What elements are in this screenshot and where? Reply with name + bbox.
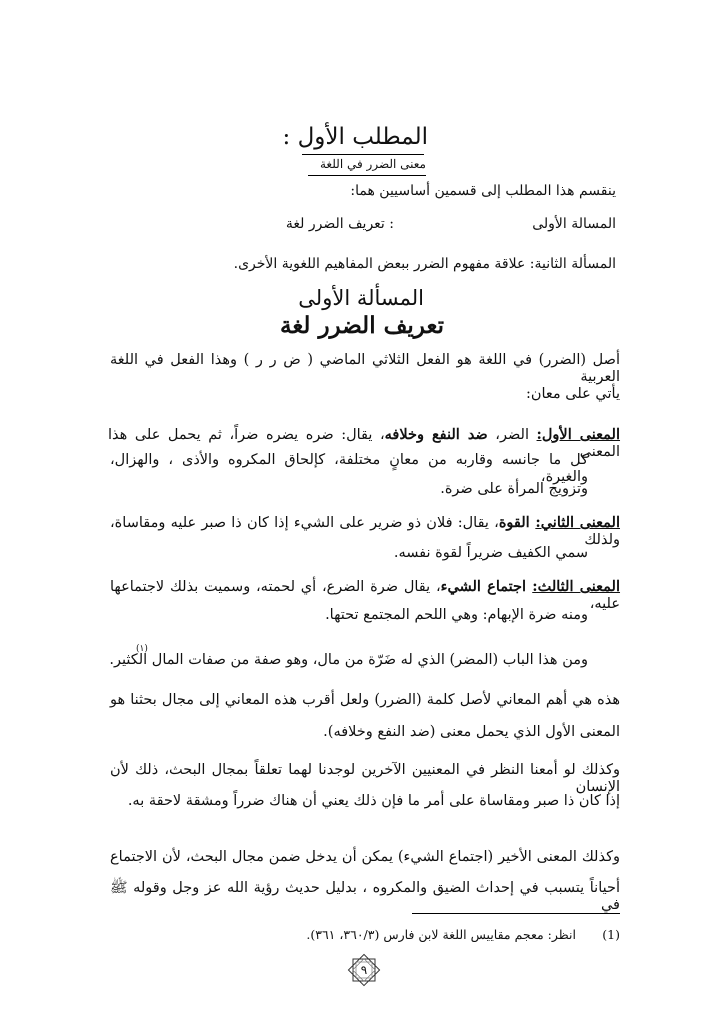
issue-subtitle: تعريف الضرر لغة [280,312,444,339]
footnote-ref: (١) [136,644,148,654]
meaning3-key: اجتماع الشيء [440,578,533,595]
section-subtitle: معنى الضرر في اللغة [319,157,426,171]
closest-line-2: المعنى الأول الذي يحمل معنى (ضد النفع وخلافه). [323,724,620,740]
issue1-label: المسالة الأولى [532,216,616,232]
meaning3-line-2: ومنه ضرة الإبهام: وهي اللحم المجتمع تحتها. [325,607,588,623]
last-line-1: وكذلك المعنى الأخير (اجتماع الشيء) يمكن أن يدخل ضمن مجال البحث، لأن الاجتماع [110,849,620,865]
meaning2-line-2: سمي الكفيف ضريراً لقوة نفسه. [393,545,588,561]
division-line: ينقسم هذا المطلب إلى قسمين أساسيين هما: [350,183,616,199]
issue1-value: : تعريف الضرر لغة [285,216,394,232]
page-number: ٩ [360,963,368,977]
meaning1-line-2: كل ما جانسه وقاربه من معانٍ مختلفة، كإلحاق المكروه والأذى ، والهزال، والغيرة، [110,452,588,486]
meaning3-rest: ، يقال ضرة الضرع، أي لحمته، وسميت بذلك لاجتماعها عليه، [110,579,620,613]
origin-line-1: أصل (الضرر) في اللغة هو الفعل الثلاثي الماضي ( ض ر ر ) وهذا الفعل في اللغة العربية [110,352,620,386]
section-title-underline [302,154,424,155]
footnote-separator [412,913,620,914]
footnote-number: (1) [602,927,620,942]
meaning2-label: المعنى الثاني: [535,514,620,531]
also-line-1: وكذلك لو أمعنا النظر في المعنيين الآخرين لوجدنا لهما تعلقاً بمجال البحث، ذلك لأن الإنسان [110,762,620,796]
closest-line-1: هذه هي أهم المعاني لأصل كلمة (الضرر) ولعل أقرب هذه المعاني إلى مجال بحثنا هو [110,692,620,708]
page-number-ornament [346,952,382,988]
issue-title: المسألة الأولى [298,286,424,310]
last-line-2: أحياناً يتسبب في إحداث الضيق والمكروه ، بدليل حديث رؤية الله عز وجل وقوله ﷺ في [110,880,620,914]
meaning1-rest: ، يقال: ضره يضره ضراً، ثم يحمل على هذا المعنى [108,427,620,461]
meaning1-key: ضد النفع وخلافه [384,426,488,443]
footnote-text: انظر: معجم مقاييس اللغة لابن فارس (٣٦٠/٣، ٣٦١). [306,927,576,942]
section-subtitle-underline [308,175,426,176]
meaning3-label: المعنى الثالث: [532,578,621,595]
meaning1-label: المعنى الأول: [536,426,621,443]
meaning1-sep: الضر، [487,427,537,443]
issue2-line: المسألة الثانية: علاقة مفهوم الضرر ببعض المفاهيم اللغوية الأخرى. [233,256,616,272]
section-title: المطلب الأول : [282,124,428,150]
origin-line-2: يأتي على معان: [525,386,620,402]
bab-line: ومن هذا الباب (المضر) الذي له ضَرّة من مال، وهو صفة من صفات المال الكثير. [109,652,588,668]
meaning2-rest: ، يقال: فلان ذو ضرير على الشيء إذا كان ذا صبر عليه ومقاساة، ولذلك [110,515,620,549]
meaning1-line-3: وتزويج المرأة على ضرة. [440,481,588,497]
meaning2-key: القوة [498,514,536,531]
also-line-2: إذا كان ذا صبر ومقاساة على أمر ما فإن ذلك يعني أن هناك ضرراً ومشقة لاحقة به. [127,793,620,809]
